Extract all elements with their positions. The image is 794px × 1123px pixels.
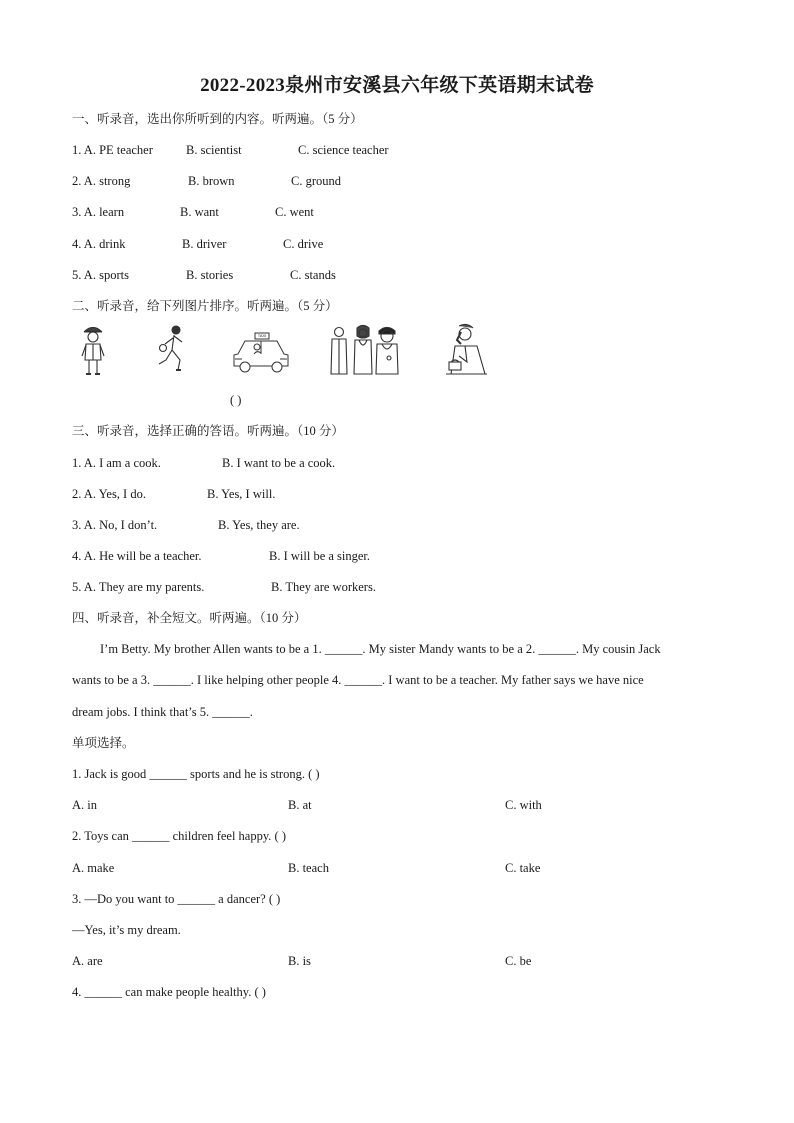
option-a: 4. A. drink (72, 237, 126, 251)
option-b: B. Yes, they are. (218, 518, 300, 532)
option-a: 1. A. PE teacher (72, 143, 153, 157)
taxi-sign: TAXI (257, 333, 267, 338)
option-b: B. want (180, 205, 219, 219)
section5-heading: 单项选择。 (72, 736, 135, 750)
option-c: C. ground (291, 174, 341, 188)
option-a: 5. A. sports (72, 268, 129, 282)
section1-heading: 一、听录音，选出你所听到的内容。听两遍。（5 分） (72, 112, 363, 126)
question-stem: 3. —Do you want to ______ a dancer? ( ) (72, 892, 281, 906)
option-a: 2. A. Yes, I do. (72, 487, 146, 501)
option-b: B. driver (182, 237, 227, 251)
question-stem: 4. ______ can make people healthy. ( ) (72, 985, 266, 999)
option-b: B. Yes, I will. (207, 487, 276, 501)
taxi-picture (232, 322, 290, 378)
picture-order-answer-bracket: ( ) (230, 393, 242, 407)
passage-line: I’m Betty. My brother Allen wants to be a 1. ______. My sister Mandy wants to be a 2. ______. My cousin Jack (100, 642, 661, 656)
option-a: 3. A. learn (72, 205, 125, 219)
option-c: C. went (275, 205, 314, 219)
option-b: B. is (288, 954, 311, 968)
option-b: B. scientist (186, 143, 242, 157)
option-b: B. teach (288, 861, 329, 875)
option-b: B. I will be a singer. (269, 549, 371, 563)
basketball-player-picture (156, 322, 190, 378)
page-title: 2022-2023泉州市安溪县六年级下英语期末试卷 (200, 75, 594, 96)
option-b: B. at (288, 798, 312, 812)
question-stem: 1. Jack is good ______ sports and he is strong. ( ) (72, 767, 320, 781)
option-c: C. be (505, 954, 532, 968)
option-b: B. They are workers. (271, 580, 376, 594)
police-officer-picture (80, 322, 106, 378)
passage-line: dream jobs. I think that’s 5. ______. (72, 705, 253, 719)
option-c: C. drive (283, 237, 324, 251)
option-a: A. make (72, 861, 115, 875)
section4-heading: 四、听录音，补全短文。听两遍。（10 分） (72, 611, 307, 625)
option-c: C. stands (290, 268, 336, 282)
section2-heading: 二、听录音，给下列图片排序。听两遍。（5 分） (72, 299, 338, 313)
question-reply: —Yes, it’s my dream. (72, 923, 181, 937)
option-a: 5. A. They are my parents. (72, 580, 205, 594)
option-a: 4. A. He will be a teacher. (72, 549, 202, 563)
option-c: C. science teacher (298, 143, 389, 157)
option-b: B. I want to be a cook. (222, 456, 336, 470)
option-b: B. brown (188, 174, 235, 188)
option-a: 3. A. No, I don’t. (72, 518, 158, 532)
option-b: B. stories (186, 268, 234, 282)
option-a: A. are (72, 954, 103, 968)
passage-line: wants to be a 3. ______. I like helping other people 4. ______. I want to be a teacher. My father says we have nice (72, 673, 644, 687)
option-a: A. in (72, 798, 97, 812)
phone-caller-picture (443, 322, 489, 378)
option-c: C. with (505, 798, 542, 812)
question-stem: 2. Toys can ______ children feel happy. ( ) (72, 829, 286, 843)
option-a: 1. A. I am a cook. (72, 456, 161, 470)
option-a: 2. A. strong (72, 174, 131, 188)
option-c: C. take (505, 861, 541, 875)
doctors-picture (327, 322, 403, 378)
section3-heading: 三、听录音，选择正确的答语。听两遍。（10 分） (72, 424, 344, 438)
